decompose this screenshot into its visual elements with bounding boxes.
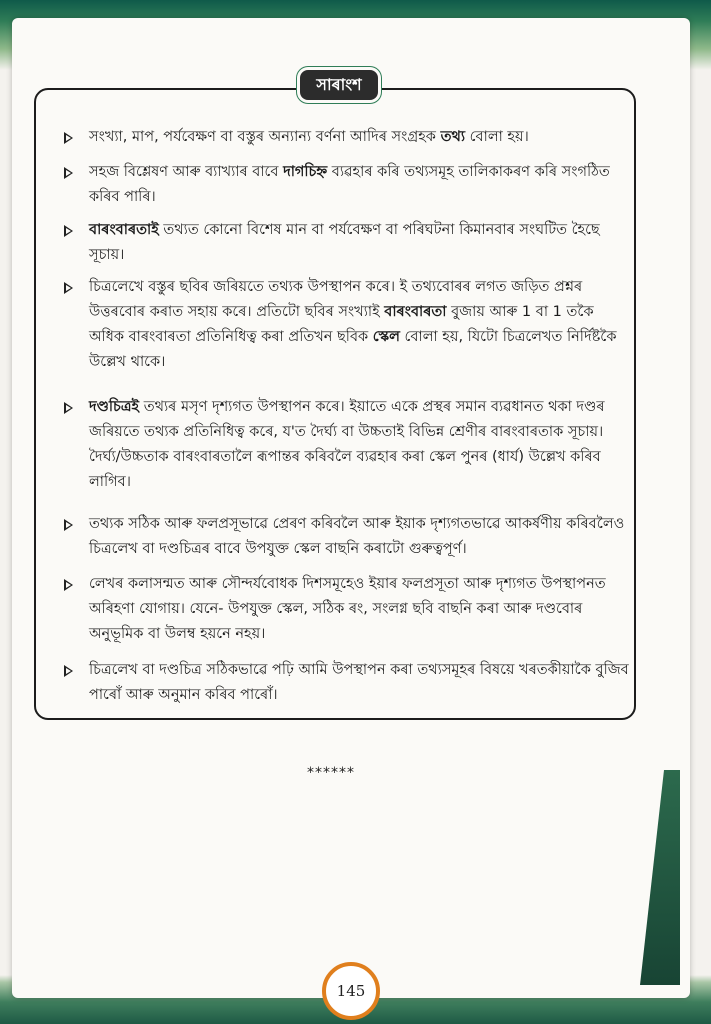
bold-term: দণ্ডচিত্ৰই: [89, 399, 140, 415]
summary-item-text: [89, 658, 629, 708]
arrow-bullet-icon: [64, 402, 73, 414]
page-number: 145: [322, 962, 380, 1020]
text-run: বোলা হয়।: [465, 129, 529, 145]
arrow-bullet-icon: [64, 132, 73, 144]
summary-item-text: [89, 218, 629, 268]
summary-item-text: [89, 572, 629, 647]
summary-item-text: [89, 512, 629, 562]
bold-term: বাৰংবাৰতাই: [89, 222, 159, 238]
text-run: তথ্যত কোনো বিশেষ মান বা পৰ্যবেক্ষণ বা পৰিঘটনা কিমানবাৰ সংঘটিত হৈছে সূচায়।: [89, 222, 600, 263]
bold-term: দাগচিহ্ন: [283, 164, 328, 180]
summary-item-text: [89, 160, 629, 210]
text-run: চিত্ৰলেখ বা দণ্ডচিত্ৰ সঠিকভাৱে পঢ়ি আমি উপস্থাপন কৰা তথ্যসমূহৰ বিষয়ে খৰতকীয়াকৈ বুজিব পাৰোঁ আৰু অনুমান কৰিব পাৰোঁ।: [89, 662, 629, 703]
bold-term: বাৰংবাৰতা: [384, 304, 447, 320]
arrow-bullet-icon: [64, 282, 73, 294]
arrow-bullet-icon: [64, 665, 73, 677]
text-run: চিত্ৰলেখে বস্তুৰ ছবিৰ জৰিয়তে তথ্যক উপস্থাপন কৰে। ই তথ্যবোৰৰ লগত জড়িত প্ৰশ্নৰ উত্তৰবোৰ কৰাত সহায় কৰে। প্ৰতিটো ছবিৰ সংখ্যাই: [89, 279, 583, 320]
summary-item-text: [89, 275, 629, 375]
bold-term: তথ্য: [440, 129, 466, 145]
summary-item-text: [89, 395, 629, 495]
text-run: তথ্যৰ মসৃণ দৃশ্যগত উপস্থাপন কৰে। ইয়াতে একে প্ৰস্থৰ সমান ব্যৱধানত থকা দণ্ডৰ জৰিয়তে তথ্যক প্ৰতিনিধিত্ব কৰে, য'ত দৈৰ্ঘ্য বা উচ্চতাই বিভিন্ন শ্ৰেণীৰ বাৰংবাৰতাক সূচায়। দৈৰ্ঘ্য/উচ্চতাক বাৰংবাৰতালৈ ৰূপান্তৰ কৰিবলৈ ব্যৱহাৰ কৰা স্কেল পুনৰ (ধাৰ্য) উল্লেখ কৰিব লাগিব।: [89, 399, 605, 490]
bold-term: স্কেল: [372, 329, 400, 345]
summary-title: সাৰাংশ: [300, 70, 378, 100]
text-run: ব্যৱহাৰ কৰি তথ্যসমূহ তালিকাকৰণ কৰি সংগঠিত কৰিব পাৰি।: [89, 164, 610, 205]
text-run: তথ্যক সঠিক আৰু ফলপ্ৰসূভাৱে প্ৰেৰণ কৰিবলৈ আৰু ইয়াক দৃশ্যগতভাৱে আকৰ্ষণীয় কৰিবলৈও চিত্ৰলেখ বা দণ্ডচিত্ৰৰ বাবে উপযুক্ত স্কেল বাছনি কৰাটো গুৰুত্বপূৰ্ণ।: [89, 516, 625, 557]
summary-item-text: [89, 125, 629, 150]
text-run: সংখ্যা, মাপ, পৰ্যবেক্ষণ বা বস্তুৰ অন্যান্য বৰ্ণনা আদিৰ সংগ্ৰহক: [89, 129, 441, 145]
summary-box: [34, 88, 636, 720]
text-run: বোলা হয়, যিটো চিত্ৰলেখত নিৰ্দিষ্টকৈ উল্লেখ থাকে।: [89, 329, 617, 370]
arrow-bullet-icon: [64, 519, 73, 531]
arrow-bullet-icon: [64, 579, 73, 591]
arrow-bullet-icon: [64, 225, 73, 237]
text-run: সহজ বিশ্লেষণ আৰু ব্যাখ্যাৰ বাবে: [89, 164, 284, 180]
text-run: বুজায় আৰু 1 বা 1 তকৈ অধিক বাৰংবাৰতা প্ৰতিনিধিত্ব কৰা প্ৰতিখন ছবিক: [89, 304, 594, 345]
arrow-bullet-icon: [64, 167, 73, 179]
section-separator: ******: [307, 765, 355, 781]
text-run: লেখৰ কলাসন্মত আৰু সৌন্দৰ্যবোধক দিশসমূহেও ইয়াৰ ফলপ্ৰসূতা আৰু দৃশ্যগত উপস্থাপনত অৰিহণা যোগায়। যেনে- উপযুক্ত স্কেল, সঠিক ৰং, সংলগ্ন ছবি বাছনি কৰা আৰু দণ্ডবোৰ অনুভূমিক বা উলম্ব হয়নে নহয়।: [89, 576, 606, 642]
